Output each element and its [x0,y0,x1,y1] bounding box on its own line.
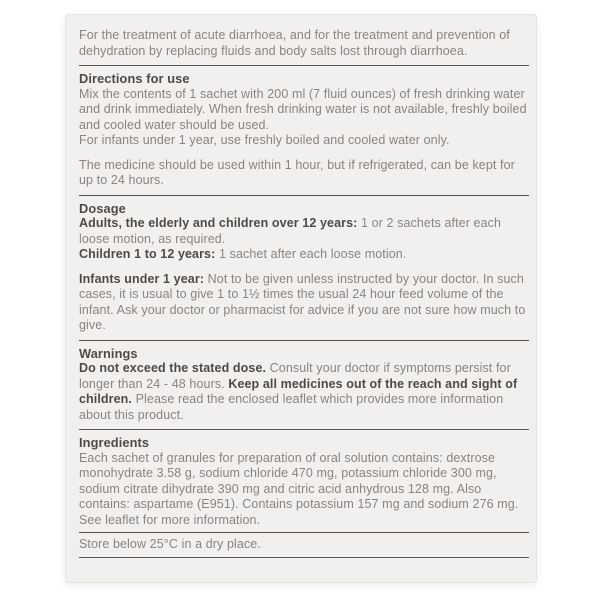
warnings-heading: Warnings [79,345,138,361]
dosage-infants-text: Not to be given unless instructed by your doctor. In such cases, it is usual to give 1 to 1½ times the usual 24 hour feed volume of the infant. Ask your doctor or pharmacist for advice if you are not sure how much to give. [79,271,526,332]
storage-instruction: Store below 25°C in a dry place. [79,537,261,551]
dosage-children-label: Children 1 to 12 years: [79,247,216,261]
dosage-heading: Dosage [79,200,126,216]
section-divider [79,340,529,341]
warnings-do-not-exceed: Do not exceed the stated dose. [79,361,267,375]
directions-heading: Directions for use [79,71,190,86]
section-divider [79,532,529,533]
section-divider [79,557,529,558]
warnings-read-leaflet: Please read the enclosed leaflet which provides more information about this product. [79,392,504,422]
section-divider [79,65,529,66]
ingredients-heading: Ingredients [79,435,150,450]
section-divider [79,195,529,196]
section-divider [79,429,529,430]
indication-text: For the treatment of acute diarrhoea, and for the treatment and prevention of dehydration by replacing fluids and body salts lost through diarrhoea. [79,28,510,58]
ingredients-text: Each sachet of granules for preparation of oral solution contains: dextrose monohydrate 3.58 g, sodium chloride 470 mg, potassium chloride 300 mg, sodium citrate dihydrate 390 mg and citric acid anhydrous 128 mg. Also contains: aspartame (E951). Contains potassium 157 mg and sodium 276 mg. See leaflet for more information. [79,450,519,527]
directions-mixing-text: Mix the contents of 1 sachet with 200 ml (7 fluid ounces) of fresh drinking water and drink immediately. When fresh drinking water is not available, freshly boiled and cooled water should be used. [79,86,527,132]
medicine-box-back-panel [65,14,537,583]
warnings-text [79,361,529,423]
dosage-children [79,247,529,263]
dosage-children-text: 1 sachet after each loose motion. [215,247,407,261]
dosage-infants-label: Infants under 1 year: [79,271,205,286]
directions-keep-text: The medicine should be used within 1 hour, but if refrigerated, can be kept for up to 24 hours. [79,157,515,187]
warnings-consult-doctor: Consult your doctor if symptoms persist for longer than 24 - 48 hours. [79,361,511,391]
dosage-adults-text: 1 or 2 sachets after each loose motion, as required. [79,216,502,246]
dosage-adults [79,216,529,247]
dosage-infants [79,272,529,334]
directions-infants-note: For infants under 1 year, use freshly boiled and cooled water only. [79,133,450,147]
warnings-keep-out-of-reach: Keep all medicines out of the reach and sight of children. [79,376,518,406]
dosage-adults-label: Adults, the elderly and children over 12 years: [79,216,358,230]
